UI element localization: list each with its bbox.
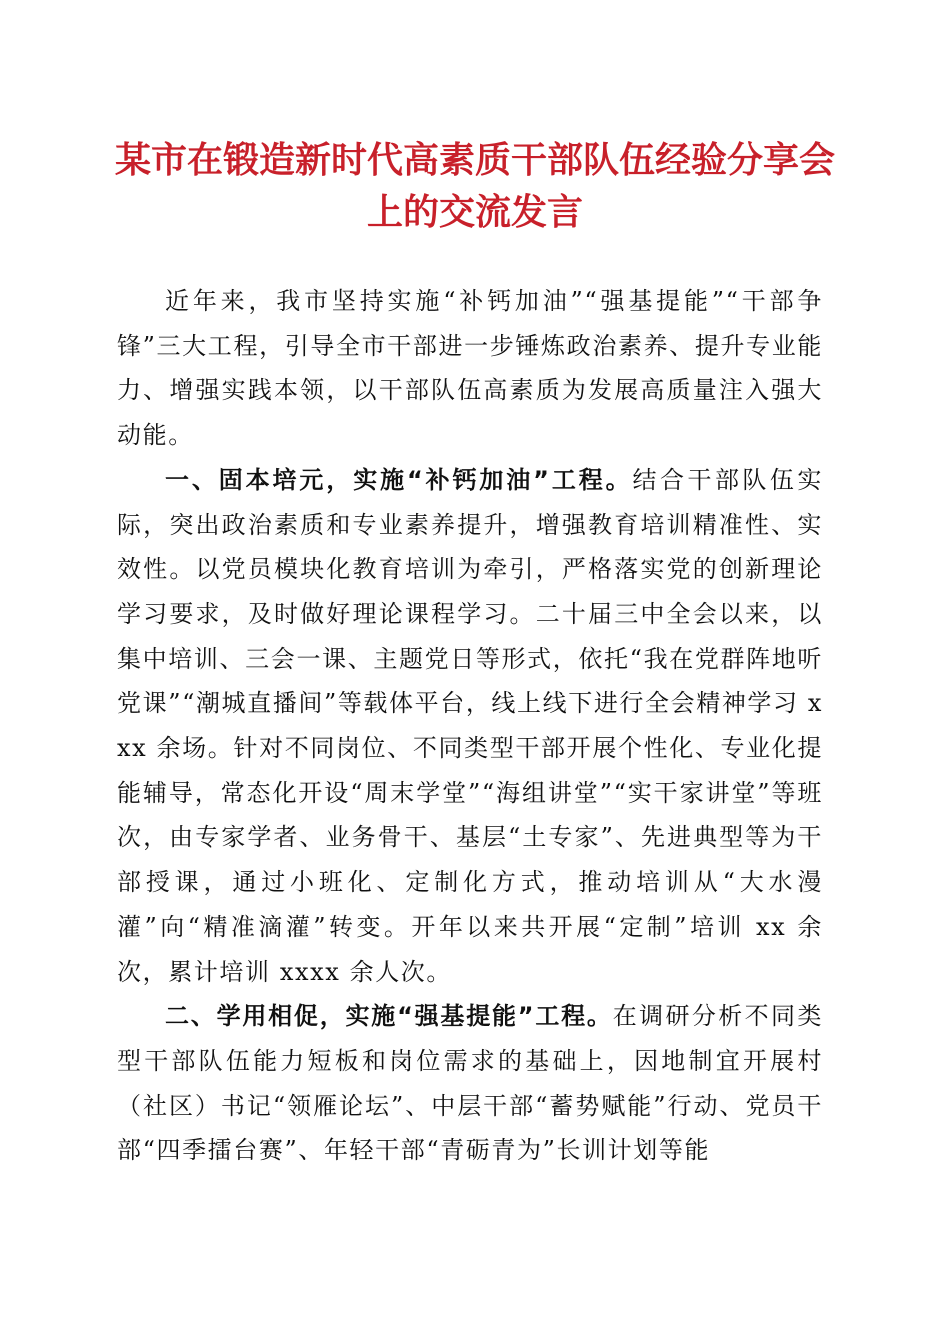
document-body (117, 279, 823, 1173)
section-1-heading: 一、固本培元，实施“补钙加油”工程。 (165, 465, 633, 494)
title-line-2: 上的交流发言 (366, 191, 583, 233)
intro-paragraph-text: 近年来，我市坚持实施“补钙加油”“强基提能”“干部争锋”三大工程，引导全市干部进一步锤炼政治素养、提升专业能力、增强实践本领，以干部队伍高素质为发展高质量注入强大动能。 (117, 287, 823, 450)
section-1-text: 结合干部队伍实际，突出政治素质和专业素养提升，增强教育培训精准性、实效性。以党员模块化教育培训为牵引，严格落实党的创新理论学习要求，及时做好理论课程学习。二十届三中全会以来，以集中培训、三会一课、主题党日等形式，依托“我在党群阵地听党课”“潮城直播间”等载体平台，线上线下进行全会精神学习 xxx 余场。针对不同岗位、不同类型干部开展个性化、专业化提能辅导，常态化开设“周末学堂”“海组讲堂”“实干家讲堂”等班次，由专家学者、业务骨干、基层“土专家”、先进典型等为干部授课，通过小班化、定制化方式，推动培训从“大水漫灌”向“精准滴灌”转变。开年以来共开展“定制”培训 xx 余次，累计培训 xxxx 余人次。 (117, 465, 823, 986)
document-title (100, 134, 850, 238)
section-1-paragraph (117, 458, 823, 994)
intro-paragraph (117, 279, 823, 458)
section-2-text: 在调研分析不同类型干部队伍能力短板和岗位需求的基础上，因地制宜开展村（社区）书记“领雁论坛”、中层干部“蓄势赋能”行动、党员干部“四季擂台赛”、年轻干部“青砺青为”长训计划等能 (117, 1002, 823, 1165)
title-line-1: 某市在锻造新时代高素质干部队伍经验分享会 (114, 139, 835, 181)
section-2-paragraph (117, 994, 823, 1173)
section-2-heading: 二、学用相促，实施“强基提能”工程。 (165, 1002, 613, 1031)
